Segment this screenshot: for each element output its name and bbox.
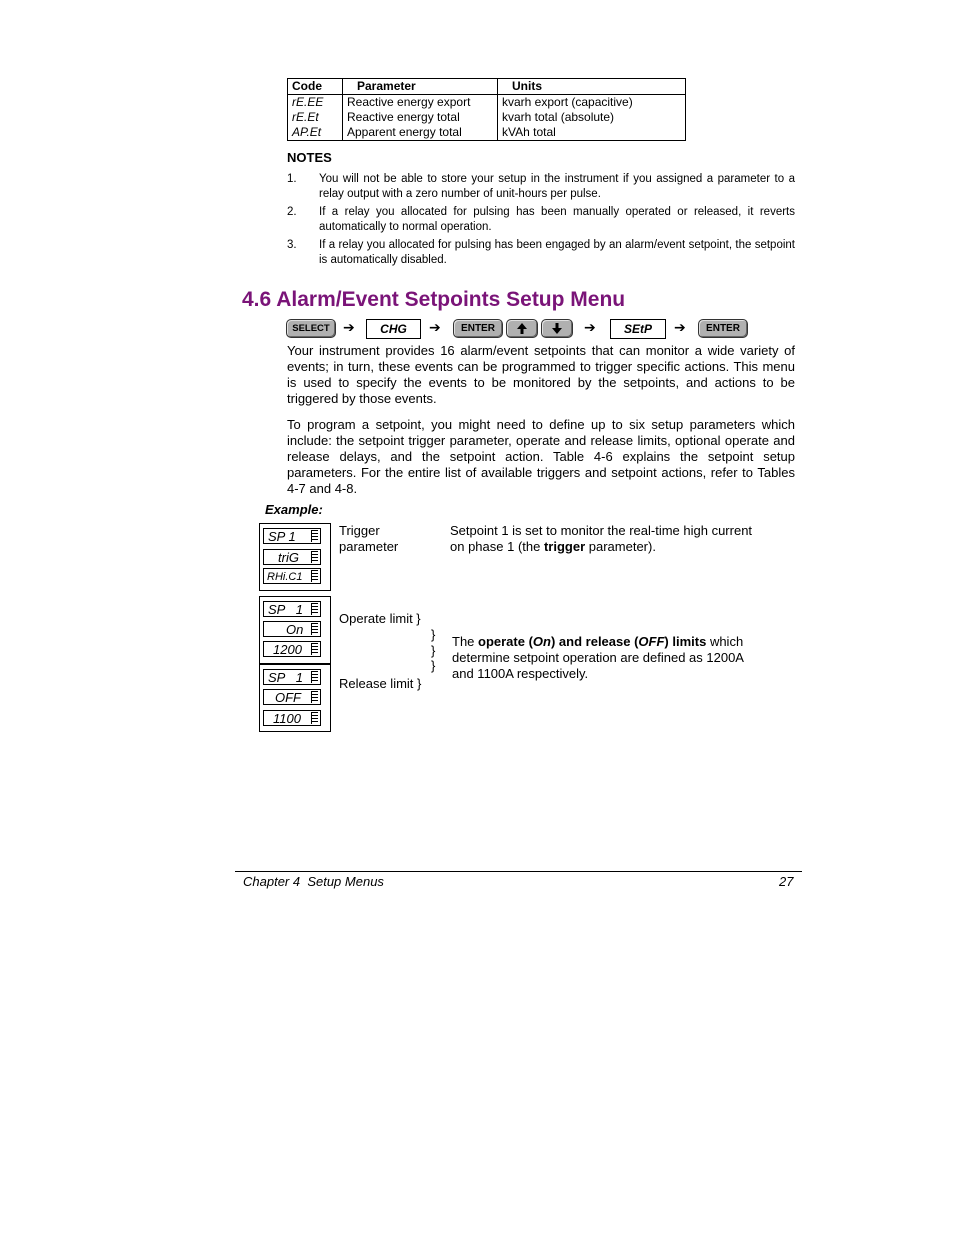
lcd-display-trigger [259, 523, 331, 591]
note-item [287, 238, 795, 268]
note-number: 2. [287, 206, 297, 218]
brace: } [431, 627, 436, 642]
brace: } [431, 658, 436, 673]
table-header-cell: Units [498, 79, 686, 95]
table-cell-code: rE.Et [288, 110, 343, 125]
lcd-line [263, 710, 321, 726]
note-number: 1. [287, 173, 297, 185]
lcd-indicator-icon [311, 623, 318, 635]
lcd-text: On [286, 622, 304, 637]
table-cell: Reactive energy total [343, 110, 498, 125]
note-text: If a relay you allocated for pulsing has been manually operated or released, it reverts automatically to normal operation. [319, 206, 795, 233]
enter-key: ENTER [453, 319, 503, 338]
limits-desc-line: determine setpoint operation are defined as 1200A [452, 650, 744, 665]
notes-heading: NOTES [287, 150, 332, 165]
text-run-bold: ) and release ( [550, 634, 639, 649]
table-cell: kvarh total (absolute) [498, 110, 686, 125]
chg-display: CHG [366, 319, 421, 339]
lcd-indicator-icon [311, 570, 318, 582]
footer-chapter: Chapter 4 Setup Menus [243, 874, 384, 889]
lcd-line [263, 689, 321, 705]
text-run: which [706, 634, 744, 649]
enter-key: ENTER [698, 319, 748, 338]
note-item [287, 205, 795, 235]
table-cell: Reactive energy export [343, 95, 498, 111]
select-key: SELECT [286, 319, 336, 338]
trigger-desc-line [450, 539, 752, 555]
text-run: parameter). [585, 539, 656, 554]
note-text: You will not be able to store your setup in the instrument if you assigned a parameter to a relay output with a zero number of unit-hours per pulse. [319, 173, 795, 200]
lcd-indicator-icon [311, 603, 318, 615]
text-run-bold: trigger [543, 539, 586, 554]
lcd-text: triG [278, 550, 299, 565]
table-cell: Apparent energy total [343, 125, 498, 141]
text-run-bold: ) limits [664, 634, 707, 649]
note-item [287, 172, 795, 202]
lcd-line [263, 601, 321, 617]
lcd-text: SP 1 [268, 602, 303, 617]
lcd-text: OFF [275, 690, 301, 705]
lcd-indicator-icon [311, 643, 318, 655]
arrow-right-icon: ➔ [674, 319, 686, 335]
lcd-indicator-icon [311, 530, 318, 542]
intro-paragraph: Your instrument provides 16 alarm/event setpoints that can monitor a wide variety of events; in turn, these events can be programmed to trigger specific actions. This menu is used to specify the events to be monitored by the setpoints, and actions to be triggered by those events. [287, 343, 795, 406]
down-arrow-icon [541, 319, 573, 338]
lcd-text: 1200 [273, 642, 302, 657]
trigger-label [339, 523, 398, 555]
lcd-text: SP 1 [268, 670, 303, 685]
parameter-table [287, 78, 686, 141]
program-paragraph: To program a setpoint, you might need to define up to six setup parameters which include: the setpoint trigger parameter, operate and release limits, optional operate and release delays, and the setpoint action. Table 4-6 explains the setpoint setup parameters. For the entire list of available triggers and setpoint actions, refer to Tables 4-7 and 4-8. [287, 417, 795, 496]
page-number: 27 [779, 874, 794, 889]
lcd-line [263, 621, 321, 637]
text-run: The [452, 634, 479, 649]
note-number: 3. [287, 239, 297, 251]
text-run-bold-italic: OFF [638, 634, 665, 649]
table-header-cell: Parameter [343, 79, 498, 95]
table-cell-code: AP.Et [288, 125, 343, 141]
lcd-text: RHi.C1 [267, 571, 303, 583]
note-text: If a relay you allocated for pulsing has been engaged by an alarm/event setpoint, the setpoint is automatically disabled. [319, 239, 795, 266]
lcd-display-operate [259, 596, 331, 664]
lcd-indicator-icon [311, 671, 318, 683]
arrow-right-icon: ➔ [343, 319, 355, 335]
lcd-line [263, 641, 321, 657]
table-cell: kvarh export (capacitive) [498, 95, 686, 111]
table-row [288, 95, 686, 111]
trigger-label-line: Trigger [339, 523, 380, 538]
lcd-indicator-icon [311, 712, 318, 724]
example-heading: Example: [265, 502, 323, 517]
lcd-text: 1100 [273, 711, 301, 726]
table-row [288, 110, 686, 125]
limits-desc-line: and 1100A respectively. [452, 666, 589, 681]
release-limit-label: Release limit } [339, 676, 422, 691]
trigger-desc-line: Setpoint 1 is set to monitor the real-time high current [450, 523, 753, 538]
text-run-bold: operate ( [478, 634, 533, 649]
lcd-text: SP 1 [268, 529, 296, 544]
arrow-right-icon: ➔ [584, 319, 596, 335]
trigger-label-line: parameter [339, 539, 399, 554]
text-run-bold-italic: On [532, 634, 551, 649]
lcd-line [263, 669, 321, 685]
text-run: on phase 1 (the [450, 539, 544, 554]
table-cell: kVAh total [498, 125, 686, 141]
limits-description [452, 634, 744, 682]
limits-desc-line [452, 634, 744, 650]
table-header-row [288, 79, 686, 95]
lcd-indicator-icon [311, 691, 318, 703]
key-sequence [286, 318, 806, 340]
lcd-indicator-icon [311, 551, 318, 563]
footer-divider [235, 871, 802, 872]
table-cell-code: rE.EE [288, 95, 343, 111]
table-row [288, 125, 686, 141]
lcd-line [263, 568, 321, 584]
up-arrow-icon [506, 319, 538, 338]
setp-display: SEtP [610, 319, 666, 339]
table-header-cell: Code [288, 79, 343, 95]
lcd-display-release [259, 664, 331, 732]
operate-limit-label: Operate limit } [339, 611, 421, 626]
lcd-line [263, 549, 321, 565]
arrow-right-icon: ➔ [429, 319, 441, 335]
trigger-description [450, 523, 752, 555]
lcd-line [263, 528, 321, 544]
brace: } [431, 643, 436, 658]
section-title: 4.6 Alarm/Event Setpoints Setup Menu [242, 288, 626, 311]
